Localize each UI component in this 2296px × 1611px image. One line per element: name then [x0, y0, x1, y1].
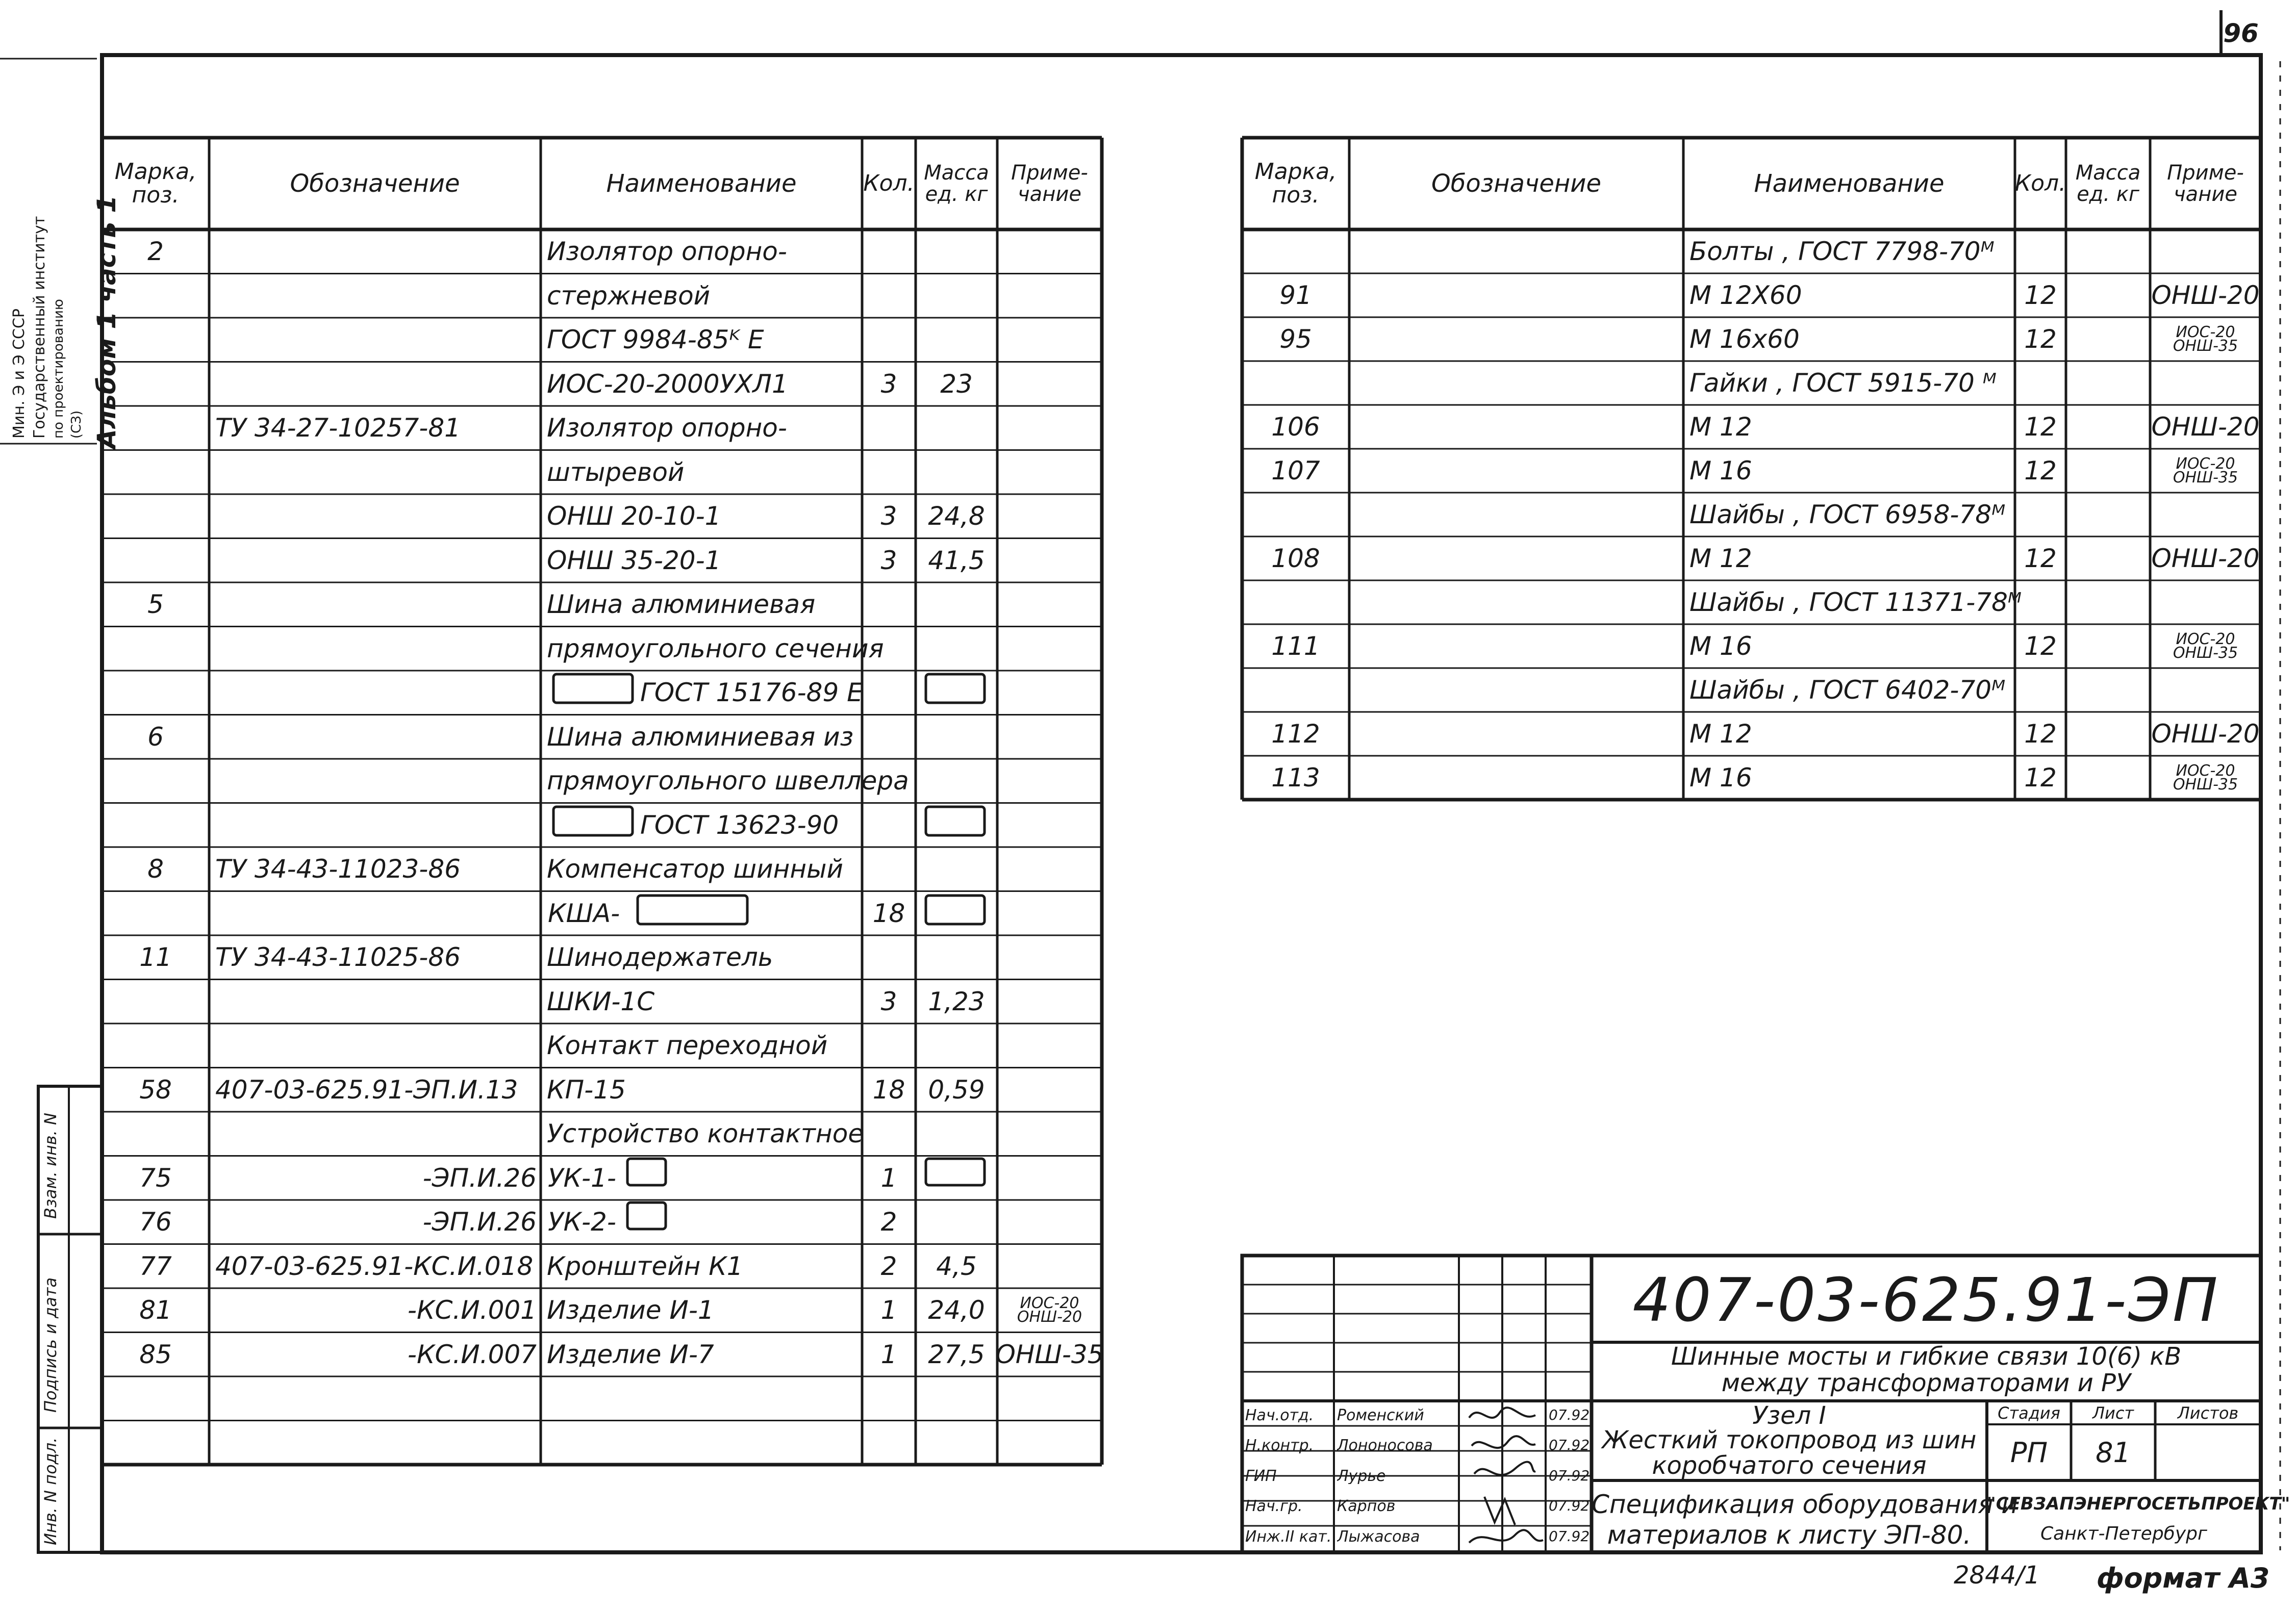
right-table-cell-5-0: 107	[1271, 456, 1320, 485]
node-label: Узел I	[1752, 1401, 1826, 1430]
right-table-cell-1-3: 12	[2024, 280, 2057, 310]
left-table-cell-8-0: 5	[147, 590, 164, 620]
left-table-cell-22-0: 76	[139, 1207, 172, 1237]
drawing-code: 407-03-625.91-ЭП	[1632, 1265, 2220, 1335]
edge-note-4: (СЗ)	[69, 410, 84, 439]
stage-value: РП	[2010, 1437, 2048, 1469]
left-table-cell-25-2: Изделие И-7	[547, 1339, 714, 1369]
sheets-label: Листов	[2177, 1403, 2239, 1423]
right-table-header-4: Масса ед. кг	[2075, 161, 2141, 206]
side-stamp-signature-date: Подпись и дата	[41, 1277, 60, 1413]
left-table-cell-23-3: 2	[880, 1251, 897, 1281]
signature-date-3: 07.92	[1549, 1499, 1590, 1514]
right-table-cell-11-0: 112	[1271, 719, 1320, 749]
left-table-cell-1-2: стержневой	[547, 280, 711, 311]
right-table-header-0: Марка, поз.	[1254, 158, 1337, 208]
archive-number: 2844/1	[1954, 1561, 2040, 1590]
left-table-cell-25-5: ОНШ-35	[995, 1339, 1104, 1369]
left-table-cell-6-4: 24,8	[928, 501, 985, 531]
right-table-cell-5-2: М 16	[1689, 456, 1752, 485]
right-table-cell-8-2: Шайбы , ГОСТ 11371-78ᴹ	[1689, 587, 2022, 617]
left-table-cell-25-0: 85	[139, 1339, 172, 1369]
signature-role-1: Н.контр.	[1245, 1438, 1314, 1454]
right-table-cell-12-3: 12	[2024, 763, 2057, 792]
left-table-cell-7-3: 3	[880, 545, 897, 575]
left-table-cell-24-5: ИОС-20 ОНШ-20	[1017, 1294, 1082, 1326]
left-table-cell-4-2: Изолятор опорно-	[547, 413, 787, 443]
side-stamp-original-inv: Инв. N подл.	[41, 1437, 60, 1545]
left-table-cell-0-0: 2	[147, 237, 164, 267]
right-table-cell-6-2: Шайбы , ГОСТ 6958-78ᴹ	[1689, 500, 2006, 529]
left-table-cell-0-2: Изолятор опорно-	[547, 237, 787, 267]
right-table-cell-1-0: 91	[1279, 280, 1312, 310]
right-table-cell-4-3: 12	[2024, 412, 2057, 442]
left-table-cell-9-2: прямоугольного сечения	[547, 633, 884, 663]
title-line-2: между трансформаторами и РУ	[1721, 1369, 2131, 1397]
left-table-cell-6-2: ОНШ 20-10-1	[547, 501, 721, 531]
right-table-cell-3-2: Гайки , ГОСТ 5915-70 ᴹ	[1689, 368, 1997, 398]
left-table-cell-24-1: -КС.И.001	[407, 1295, 537, 1325]
left-table-cell-5-2: штыревой	[547, 457, 685, 487]
signature-date-1: 07.92	[1549, 1438, 1590, 1453]
right-table-cell-4-5: ОНШ-20	[2151, 412, 2260, 442]
signature-name-0: Роменский	[1337, 1408, 1424, 1423]
left-table-cell-25-1: -КС.И.007	[407, 1339, 537, 1369]
stage-label: Стадия	[1998, 1403, 2060, 1423]
signature-role-3: Нач.гр.	[1245, 1499, 1303, 1515]
right-table-cell-2-5: ИОС-20 ОНШ-35	[2173, 323, 2238, 355]
left-table-cell-15-3: 18	[872, 898, 905, 928]
left-table-cell-21-2: УК-1-	[548, 1163, 616, 1193]
signature-date-0: 07.92	[1549, 1408, 1590, 1422]
left-table-cell-19-0: 58	[139, 1075, 172, 1105]
right-table-cell-0-2: Болты , ГОСТ 7798-70ᴹ	[1689, 237, 1995, 266]
left-table-header-5: Приме- чание	[1011, 161, 1088, 206]
org-city: Санкт-Петербург	[2040, 1523, 2207, 1544]
title-line-1: Шинные мосты и гибкие связи 10(6) кВ	[1671, 1342, 2182, 1371]
sheet-desc-2: материалов к листу ЭП-80.	[1607, 1520, 1972, 1550]
format-label: формат А3	[2097, 1562, 2270, 1594]
left-table-cell-16-0: 11	[139, 942, 172, 973]
left-table-cell-25-3: 1	[880, 1339, 897, 1369]
right-table-cell-10-2: Шайбы , ГОСТ 6402-70ᴹ	[1689, 675, 2006, 705]
left-table-cell-22-2: УК-2-	[548, 1207, 616, 1237]
signature-name-3: Карпов	[1337, 1499, 1396, 1515]
left-table-cell-19-2: КП-15	[547, 1075, 626, 1105]
sheet-desc-1: Спецификация оборудования и	[1592, 1490, 2018, 1519]
sheet-value: 81	[2096, 1437, 2131, 1469]
edge-note-1: Мин. Э и Э СССР	[10, 309, 28, 439]
left-table-cell-19-4: 0,59	[928, 1075, 985, 1105]
left-table-cell-11-2: Шина алюминиевая из	[547, 722, 854, 752]
edge-note-3: по проектированию	[51, 299, 66, 439]
left-table-cell-14-1: ТУ 34-43-11023-86	[215, 854, 461, 884]
left-table-cell-22-1: -ЭП.И.26	[422, 1207, 537, 1237]
right-table-cell-12-0: 113	[1271, 763, 1320, 792]
left-table-cell-20-2: Устройство контактное	[547, 1119, 864, 1149]
right-table-cell-4-0: 106	[1271, 412, 1320, 442]
left-table-cell-21-1: -ЭП.И.26	[422, 1163, 537, 1193]
left-table-cell-7-2: ОНШ 35-20-1	[547, 545, 721, 575]
left-table-cell-10-2: ГОСТ 15176-89 Е	[640, 678, 863, 708]
right-table-cell-12-5: ИОС-20 ОНШ-35	[2173, 762, 2238, 794]
right-table-header-2: Наименование	[1754, 169, 1945, 198]
signature-role-2: ГИП	[1245, 1468, 1277, 1484]
left-table-cell-8-2: Шина алюминиевая	[547, 590, 816, 620]
left-table-cell-7-4: 41,5	[928, 545, 985, 575]
left-table-cell-2-2: ГОСТ 9984-85ᴷ Е	[547, 325, 764, 355]
left-table-cell-24-0: 81	[139, 1295, 172, 1325]
signature-date-4: 07.92	[1549, 1529, 1590, 1544]
right-table-cell-2-0: 95	[1279, 324, 1312, 354]
signature-role-4: Инж.II кат.	[1245, 1529, 1332, 1545]
right-table-cell-2-3: 12	[2024, 324, 2057, 354]
node-desc-1: Жесткий токопровод из шин	[1602, 1426, 1977, 1454]
left-table-cell-17-4: 1,23	[928, 986, 985, 1016]
left-table-cell-16-1: ТУ 34-43-11025-86	[215, 942, 461, 973]
side-stamp-replace-inv: Взам. инв. N	[41, 1113, 60, 1219]
page-number: 96	[2223, 18, 2259, 48]
right-table-header-1: Обозначение	[1431, 169, 1602, 198]
right-table-cell-5-5: ИОС-20 ОНШ-35	[2173, 455, 2238, 487]
left-table-header-2: Наименование	[606, 169, 797, 198]
left-table-cell-19-3: 18	[872, 1075, 905, 1105]
left-table-cell-3-4: 23	[940, 369, 973, 399]
left-table-header-3: Кол.	[863, 170, 915, 196]
right-table-cell-7-0: 108	[1271, 544, 1320, 573]
left-table-cell-11-0: 6	[147, 722, 164, 752]
left-table-cell-17-3: 3	[880, 986, 897, 1016]
left-table-cell-14-2: Компенсатор шинный	[547, 854, 844, 884]
signature-marks	[1459, 1397, 1551, 1555]
left-table-header-1: Обозначение	[290, 169, 460, 198]
left-table-cell-24-3: 1	[880, 1295, 897, 1325]
left-table-header-4: Масса ед. кг	[924, 161, 989, 206]
left-table-header-0: Марка, поз.	[114, 158, 197, 208]
left-table-cell-25-4: 27,5	[928, 1339, 985, 1369]
left-table-cell-3-2: ИОС-20-2000УХЛ1	[547, 369, 788, 399]
sheet-label: Лист	[2092, 1403, 2134, 1423]
left-table-cell-15-2: КША-	[548, 898, 620, 928]
right-table-cell-4-2: М 12	[1689, 412, 1752, 442]
node-desc-2: коробчатого сечения	[1652, 1451, 1927, 1480]
right-table-cell-11-5: ОНШ-20	[2151, 719, 2260, 749]
left-table-cell-24-4: 24,0	[928, 1295, 985, 1325]
right-table-cell-7-5: ОНШ-20	[2151, 544, 2260, 573]
left-table-cell-22-3: 2	[880, 1207, 897, 1237]
right-table-cell-2-2: М 16х60	[1689, 324, 1800, 354]
right-table-cell-12-2: М 16	[1689, 763, 1752, 792]
left-table-cell-23-1: 407-03-625.91-КС.И.018	[215, 1251, 534, 1281]
signature-role-0: Нач.отд.	[1245, 1408, 1314, 1423]
right-table-cell-7-2: М 12	[1689, 544, 1752, 573]
right-table-cell-1-2: М 12Х60	[1689, 280, 1802, 310]
album-label: Альбом 1 часть 1	[92, 195, 121, 449]
left-table-cell-13-2: ГОСТ 13623-90	[640, 810, 839, 840]
left-table-cell-23-2: Кронштейн К1	[547, 1251, 743, 1281]
left-table-cell-4-1: ТУ 34-27-10257-81	[215, 413, 461, 443]
right-table-header-3: Кол.	[2014, 170, 2066, 196]
edge-note-2: Государственный институт	[31, 216, 48, 439]
left-table-cell-21-3: 1	[880, 1163, 897, 1193]
org-name: "СЕВЗАПЭНЕРГОСЕТЬПРОЕКТ"	[1987, 1494, 2290, 1514]
left-table-cell-18-2: Контакт переходной	[547, 1031, 828, 1061]
left-table-cell-21-0: 75	[139, 1163, 172, 1193]
right-table-cell-9-0: 111	[1271, 631, 1320, 661]
left-table-cell-16-2: Шинодержатель	[547, 942, 773, 973]
right-table-cell-7-3: 12	[2024, 544, 2057, 573]
signature-date-2: 07.92	[1549, 1468, 1590, 1483]
right-table-cell-11-2: М 12	[1689, 719, 1752, 749]
right-table-cell-5-3: 12	[2024, 456, 2057, 485]
left-table-cell-24-2: Изделие И-1	[547, 1295, 714, 1325]
right-table-cell-9-3: 12	[2024, 631, 2057, 661]
left-table-cell-3-3: 3	[880, 369, 897, 399]
signature-name-2: Лурье	[1337, 1468, 1386, 1484]
left-table-cell-19-1: 407-03-625.91-ЭП.И.13	[215, 1075, 518, 1105]
right-table-cell-9-2: М 16	[1689, 631, 1752, 661]
right-table-cell-9-5: ИОС-20 ОНШ-35	[2173, 630, 2238, 662]
left-table-cell-12-2: прямоугольного швеллера	[547, 766, 909, 796]
signature-name-4: Лыжасова	[1337, 1529, 1420, 1545]
right-table-cell-1-5: ОНШ-20	[2151, 280, 2260, 310]
right-table-header-5: Приме- чание	[2167, 161, 2244, 206]
left-table-cell-14-0: 8	[147, 854, 164, 884]
left-table-cell-17-2: ШКИ-1С	[547, 986, 655, 1016]
right-table-cell-11-3: 12	[2024, 719, 2057, 749]
left-table-cell-23-4: 4,5	[936, 1251, 977, 1281]
signature-name-1: Лононосова	[1337, 1438, 1433, 1454]
left-table-cell-6-3: 3	[880, 501, 897, 531]
left-table-cell-23-0: 77	[139, 1251, 172, 1281]
